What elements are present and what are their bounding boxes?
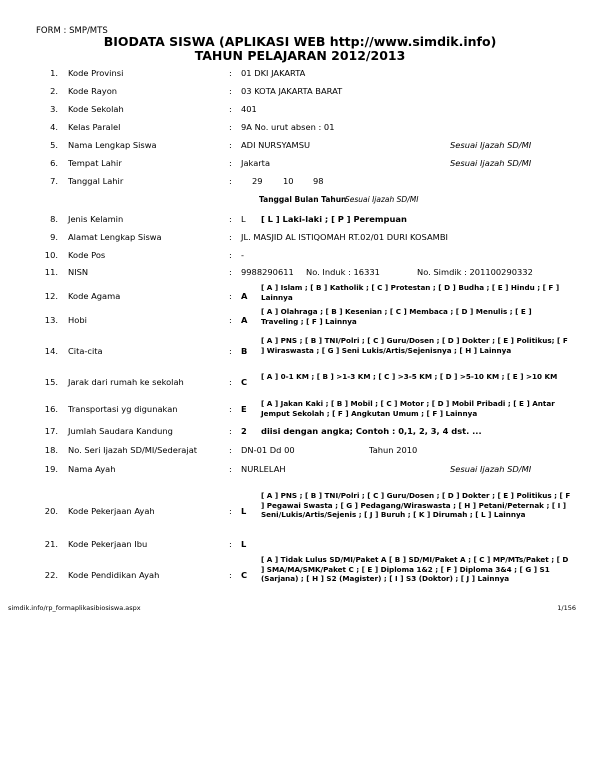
field-value: DN-01 Dd 00 xyxy=(241,445,295,455)
field-label: NISN xyxy=(68,267,89,277)
colon: : xyxy=(229,250,232,260)
field-code: C xyxy=(241,377,248,387)
field-value: 9988290611 xyxy=(241,267,294,277)
no-simdik: No. Simdik : 201100290332 xyxy=(417,267,533,277)
row-number: 15. xyxy=(44,377,58,387)
field-label: No. Seri Ijazah SD/MI/Sederajat xyxy=(68,445,198,455)
colon: : xyxy=(229,346,232,356)
colon: : xyxy=(229,158,232,168)
colon: : xyxy=(229,86,232,96)
colon: : xyxy=(229,104,232,114)
field-code: E xyxy=(241,404,247,414)
field-label: Kode Pos xyxy=(68,250,106,260)
colon: : xyxy=(229,539,232,549)
field-label: Hobi xyxy=(68,315,87,325)
colon: : xyxy=(229,68,232,78)
row-number: 20. xyxy=(44,506,58,516)
row-number: 14. xyxy=(44,346,58,356)
field-code: L xyxy=(241,214,246,224)
row-number: 19. xyxy=(44,464,58,474)
field-value: - xyxy=(241,250,244,260)
field-value: JL. MASJID AL ISTIQOMAH RT.02/01 DURI KOSAMBI xyxy=(241,232,448,242)
row-number: 2. xyxy=(50,86,58,96)
field-label: Jenis Kelamin xyxy=(68,214,124,224)
colon: : xyxy=(229,214,232,224)
field-options: [ A ] Tidak Lulus SD/MI/Paket A [ B ] SD/MI/Paket A ; [ C ] MP/MTs/Paket ; [ D ] SMA/MA/SMK/Paket C ; [ E ] Diploma 1&2 ; [ F ] Diploma 3&4 ; [ G ] S1 (Sarjana) ; [ H ] S2 (Magister) ; [ I ] S3 (Doktor) ; [ J ] Lainnya xyxy=(261,555,569,583)
colon: : xyxy=(229,232,232,242)
row-number: 12. xyxy=(44,291,58,301)
field-code: L xyxy=(241,539,247,549)
row-number: 17. xyxy=(44,426,58,436)
field-label: Kode Rayon xyxy=(68,86,118,96)
row-number: 9. xyxy=(50,232,58,242)
colon: : xyxy=(229,122,232,132)
row-number: 8. xyxy=(50,214,58,224)
row-number: 6. xyxy=(50,158,58,168)
no-induk: No. Induk : 16331 xyxy=(306,267,380,277)
colon: : xyxy=(229,404,232,414)
field-label: Tanggal Lahir xyxy=(68,176,124,186)
row-number: 21. xyxy=(44,539,58,549)
field-label: Transportasi yg digunakan xyxy=(68,404,178,414)
field-value: NURLELAH xyxy=(241,464,286,474)
colon: : xyxy=(229,506,232,516)
field-value: ADI NURSYAMSU xyxy=(241,140,311,150)
field-code: L xyxy=(241,506,247,516)
field-options: [ A ] Jakan Kaki ; [ B ] Mobil ; [ C ] Motor ; [ D ] Mobil Pribadi ; [ E ] Antar Jemput Sekolah ; [ F ] Angkutan Umum ; [ F ] Lainnya xyxy=(261,399,555,418)
row-number: 1. xyxy=(50,68,58,78)
field-label: Jarak dari rumah ke sekolah xyxy=(68,377,184,387)
colon: : xyxy=(229,315,232,325)
row-number: 18. xyxy=(44,445,58,455)
page-subtitle: TAHUN PELAJARAN 2012/2013 xyxy=(194,48,406,63)
form-code: FORM : SMP/MTS xyxy=(36,26,108,36)
row-number: 3. xyxy=(50,104,58,114)
field-value: 2 xyxy=(241,426,247,436)
birth-year: 98 xyxy=(313,176,324,186)
field-hint: diisi dengan angka; Contoh : 0,1, 2, 3, 4 dst. ... xyxy=(261,426,482,436)
field-value: Jakarta xyxy=(241,158,271,168)
row-number: 13. xyxy=(44,315,58,325)
field-options: [ A ] PNS ; [ B ] TNI/Polri ; [ C ] Guru/Dosen ; [ D ] Dokter ; [ E ] Politikus; [ F ] Wiraswasta ; [ G ] Seni Lukis/Artis/Sejenisnya ; [ H ] Lainnya xyxy=(261,336,568,355)
field-code: A xyxy=(241,291,248,301)
field-options: [ A ] Olahraga ; [ B ] Kesenian ; [ C ] Membaca ; [ D ] Menulis ; [ E ] Traveling ; [ F ] Lainnya xyxy=(261,307,532,326)
field-label: Jumlah Saudara Kandung xyxy=(68,426,173,436)
row-number: 5. xyxy=(50,140,58,150)
ijazah-note: Sesuai Ijazah SD/MI xyxy=(450,140,532,150)
date-caption-note: Sesuai Ijazah SD/MI xyxy=(345,195,419,204)
field-options: [ A ] Islam ; [ B ] Katholik ; [ C ] Protestan ; [ D ] Budha ; [ E ] Hindu ; [ F ] Lainnya xyxy=(261,283,560,302)
field-code: A xyxy=(241,315,248,325)
field-value: 03 KOTA JAKARTA BARAT xyxy=(241,86,343,96)
ijazah-year: Tahun 2010 xyxy=(369,445,418,455)
colon: : xyxy=(229,291,232,301)
birth-day: 29 xyxy=(252,176,263,186)
colon: : xyxy=(229,570,232,580)
page-title: BIODATA SISWA (APLIKASI WEB http://www.simdik.info) xyxy=(103,34,497,49)
field-label: Kode Sekolah xyxy=(68,104,124,114)
field-label: Kode Pendidikan Ayah xyxy=(68,570,160,580)
field-value: 01 DKI JAKARTA xyxy=(241,68,306,78)
ijazah-note: Sesuai Ijazah SD/MI xyxy=(450,158,532,168)
colon: : xyxy=(229,140,232,150)
field-value: 401 xyxy=(241,104,257,114)
row-number: 16. xyxy=(44,404,58,414)
colon: : xyxy=(229,464,232,474)
field-label: Kode Pekerjaan Ayah xyxy=(68,506,155,516)
date-caption: Tanggal Bulan Tahun xyxy=(259,195,347,204)
row-number: 4. xyxy=(50,122,58,132)
colon: : xyxy=(229,426,232,436)
field-label: Cita-cita xyxy=(68,346,103,356)
field-label: Nama Lengkap Siswa xyxy=(68,140,157,150)
footer-url: simdik.info/rp_formaplikasibiosiswa.aspx xyxy=(8,604,141,612)
field-options: [ A ] 0-1 KM ; [ B ] >1-3 KM ; [ C ] >3-5 KM ; [ D ] >5-10 KM ; [ E ] >10 KM xyxy=(261,372,558,381)
field-options: [ L ] Laki-laki ; [ P ] Perempuan xyxy=(261,214,407,224)
field-label: Nama Ayah xyxy=(68,464,116,474)
field-code: B xyxy=(241,346,248,356)
birth-month: 10 xyxy=(283,176,294,186)
row-number: 22. xyxy=(44,570,58,580)
colon: : xyxy=(229,267,232,277)
field-value: 9A No. urut absen : 01 xyxy=(241,122,335,132)
field-label: Kode Pekerjaan Ibu xyxy=(68,539,148,549)
row-number: 11. xyxy=(44,267,58,277)
footer-page-number: 1/156 xyxy=(557,604,576,612)
colon: : xyxy=(229,377,232,387)
field-code: C xyxy=(241,570,248,580)
field-label: Tempat Lahir xyxy=(68,158,122,168)
colon: : xyxy=(229,176,232,186)
field-label: Kelas Paralel xyxy=(68,122,121,132)
ijazah-note: Sesuai Ijazah SD/MI xyxy=(450,464,532,474)
row-number: 10. xyxy=(44,250,58,260)
field-label: Kode Provinsi xyxy=(68,68,124,78)
field-label: Alamat Lengkap Siswa xyxy=(68,232,162,242)
field-label: Kode Agama xyxy=(68,291,121,301)
field-options: [ A ] PNS ; [ B ] TNI/Polri ; [ C ] Guru/Dosen ; [ D ] Dokter ; [ E ] Politikus ; [ F ] Pegawai Swasta ; [ G ] Pedagang/Wiraswasta ; [ H ] Petani/Peternak ; [ I ] Seni/Lukis/Artis/Sejenis ; [ J ] Buruh ; [ K ] Dirumah ; [ L ] Lainnya xyxy=(261,491,571,519)
colon: : xyxy=(229,445,232,455)
row-number: 7. xyxy=(50,176,58,186)
